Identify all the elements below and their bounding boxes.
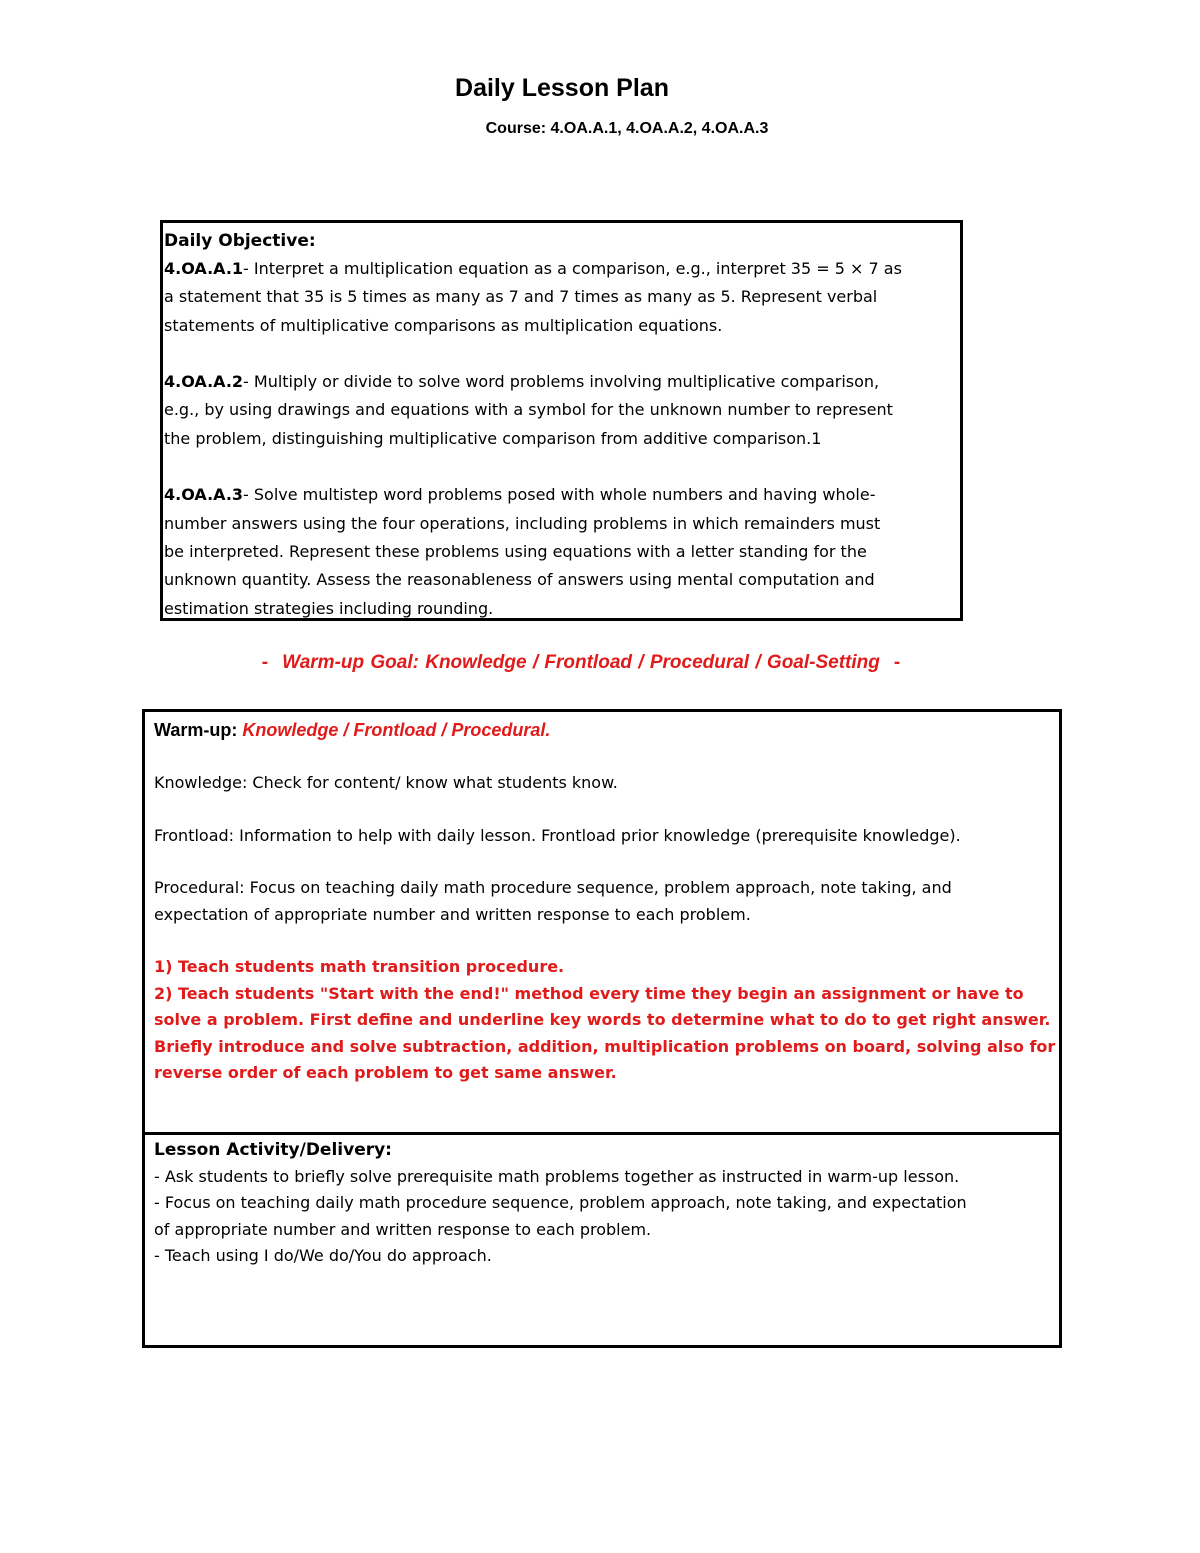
warmup-procedural: Procedural: Focus on teaching daily math procedure sequence, problem approach, note taking, and xyxy=(154,878,952,897)
objective-line: statements of multiplicative comparisons as multiplication equations. xyxy=(164,315,723,335)
goal-dash-left: - xyxy=(261,652,269,673)
lesson-line: - Ask students to briefly solve prerequisite math problems together as instructed in warm-up lesson. xyxy=(154,1166,960,1186)
lesson-line: of appropriate number and written response to each problem. xyxy=(154,1219,652,1239)
objective-line: the problem, distinguishing multiplicative comparison from additive comparison.1 xyxy=(164,428,822,448)
goal-dash-right: - xyxy=(893,652,901,673)
objective-text: - Interpret a multiplication equation as a comparison, e.g., interpret 35 = 5 × 7 as xyxy=(243,259,902,278)
objective-line: estimation strategies including rounding. xyxy=(164,598,494,618)
lesson-heading: Lesson Activity/Delivery: xyxy=(154,1140,392,1160)
warmup-step: 2) Teach students "Start with the end!" method every time they begin an assignment or have to xyxy=(154,983,1024,1003)
warmup-step: 1) Teach students math transition procedure. xyxy=(154,957,565,976)
warmup-knowledge: Knowledge: Check for content/ know what students know. xyxy=(154,773,618,792)
objective-line: unknown quantity. Assess the reasonableness of answers using mental computation and xyxy=(164,570,875,590)
objective-heading: Daily Objective: xyxy=(164,231,316,251)
objective-line: number answers using the four operations, including problems in which remainders must xyxy=(164,513,881,533)
daily-objective-box xyxy=(160,220,963,621)
warmup-step: solve a problem. First define and underline key words to determine what to do to get right answer. xyxy=(154,1010,1051,1029)
objective-line: be interpreted. Represent these problems using equations with a letter standing for the xyxy=(164,541,867,561)
objective-line: e.g., by using drawings and equations with a symbol for the unknown number to represent xyxy=(164,400,893,420)
objective-code: 4.OA.A.3 xyxy=(164,485,244,505)
warmup-procedural: expectation of appropriate number and written response to each problem. xyxy=(154,904,751,924)
lesson-activity-box xyxy=(142,1132,1062,1348)
objective-line xyxy=(164,255,960,283)
objective-line xyxy=(164,368,960,396)
lesson-line: - Teach using I do/We do/You do approach. xyxy=(154,1246,492,1265)
warmup-step: Briefly introduce and solve subtraction, addition, multiplication problems on board, solving also for xyxy=(154,1036,1056,1056)
warmup-box xyxy=(142,709,1062,1135)
objective-code: 4.OA.A.2 xyxy=(164,372,244,392)
course-line: Course: 4.OA.A.1, 4.OA.A.2, 4.OA.A.3 xyxy=(485,120,769,137)
objective-code: 4.OA.A.1 xyxy=(164,259,244,278)
warmup-goal-line xyxy=(0,652,1162,674)
warmup-label: Warm-up: xyxy=(154,720,238,740)
objective-line xyxy=(164,481,960,509)
objective-text: - Solve multistep word problems posed with whole numbers and having whole- xyxy=(243,485,876,505)
lesson-line: - Focus on teaching daily math procedure sequence, problem approach, note taking, and expectation xyxy=(154,1193,967,1212)
objective-line: a statement that 35 is 5 times as many as 7 and 7 times as many as 5. Represent verbal xyxy=(164,287,878,307)
warmup-step: reverse order of each problem to get same answer. xyxy=(154,1063,617,1082)
warmup-heading xyxy=(154,716,1059,744)
warmup-frontload: Frontload: Information to help with daily lesson. Frontload prior knowledge (prerequisite knowledge). xyxy=(154,825,961,845)
objective-text: - Multiply or divide to solve word problems involving multiplicative comparison, xyxy=(243,372,880,392)
warmup-emphasis: Knowledge / Frontload / Procedural. xyxy=(242,720,551,740)
goal-text: Warm-up Goal: Knowledge / Frontload / Procedural / Goal-Setting xyxy=(282,652,880,673)
page-title: Daily Lesson Plan xyxy=(455,74,669,102)
